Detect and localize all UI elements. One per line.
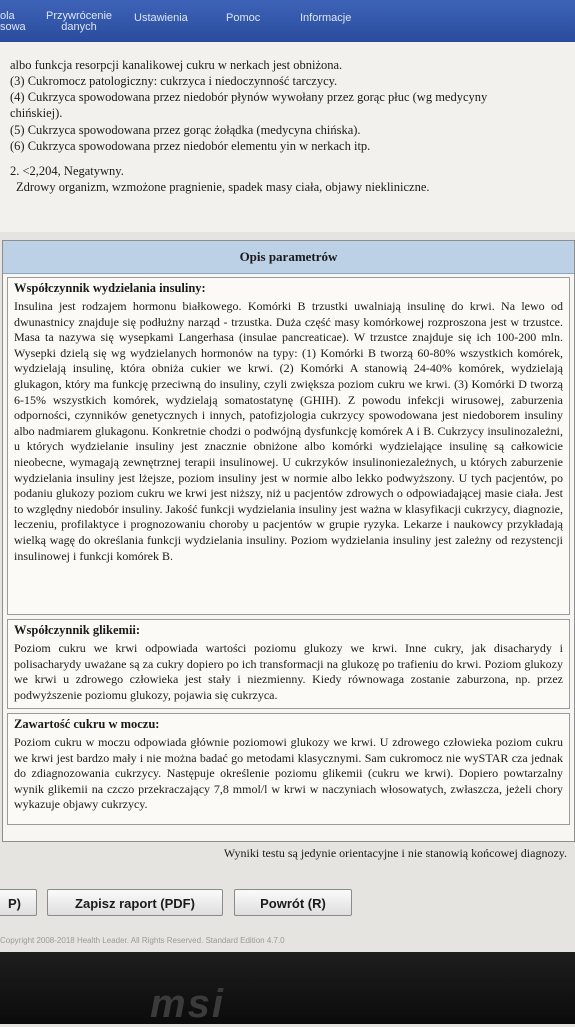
section-text: Insulina jest rodzajem hormonu białkowego. Komórki B trzustki uwalniają insulinę do krwi. Na lewo od dwunastnicy znajduje się podłużny narząd - trzustka. Duża część masy komórkowej rozproszona jest w trzustce. Masa ta nazywa się wysepkami Langerhasa (insulae pancreaticae). W trzustce znajduje się ich 100-200 mln. Wysepki dzielą się wg wydzielanych hormonów na typy: (1) Komórki B tworzą 60-80% wszystkich komórek, wydzielają insulinę, która obniża cukier we krwi. (2) Komórki A stanowią 24-40% komórek, wydzielają glukagon, który ma funkcję przeciwną do insuliny, czyli zwiększa poziom cukru we krwi. (3) Komórki D tworzą 6-15% wszystkich komórek, wydzielają somatostatynę (GHIH). Z powodu infekcji wirusowej, zaburzenia odporności, czynników genetycznych i innych, patofizjologia cukrzycy spowodowana jest niedoborem insuliny albo nadmiarem glukagonu. Konkretnie chodzi o podwójną dysfunkcję komórek A i B. Cukrzycy insulinozależni, u których wydzielanie insuliny jest znacznie obniżone albo komórki wydzielające insulinę są całkowicie nieobecne, wymagają zewnętrznej terapii insulinowej. U cukrzyków insulinoniezależnych, u których zaburzenie wydzielania insuliny jest lżejsze, poziom insuliny jest w normie albo lekko podwyższony. U tych pacjentów, po podaniu glukozy poziom cukru we krwi jest niższy, niż u pacjentów zdrowych o odpowiadającej masie ciała. Jest to względny niedobór insuliny. Jakość funkcji wydzielania insuliny jest ważna w klasyfikacji cukrzycy, diagnozie, leczeniu, profilaktyce i prognozowaniu choroby u pacjentów w grupie ryzyka. Lekarze i naukowcy przykładają wielką wagę do określania funkcji wydzielania insuliny. Poziom wydzielania insuliny jest zależny od rezystencji insulinowej i funkcji komórek B.: [14, 299, 563, 563]
section-glycemia: [7, 619, 570, 709]
result-line: (3) Cukromocz patologiczny: cukrzyca i niedoczynność tarczycy.: [10, 74, 338, 88]
section-title: Współczynnik glikemii:: [14, 623, 141, 637]
top-nav: [0, 0, 575, 42]
panel-title: Opis parametrów: [3, 241, 574, 274]
nav-item-restore-data[interactable]: [46, 11, 112, 33]
result-line: (6) Cukrzyca spowodowana przez niedobór elementu yin w nerkach itp.: [10, 139, 371, 153]
section-text: Poziom cukru we krwi odpowiada wartości poziomu glukozy we krwi. Inne cukry, jak disacharydy i polisacharydy uważane są za cukry dopiero po ich transformacji na glukozę po trafieniu do krwi. Poziom glukozy we krwi u zdrowego człowieka jest stały i niezmienny. Kiedy równowaga zostanie zaburzona, np. przez podwyższenie poziomu glukozy, pojawia się cukrzyca.: [14, 641, 563, 702]
nav-item-info[interactable]: Informacje: [300, 12, 352, 24]
brand-logo: msi: [150, 982, 225, 1026]
save-pdf-button[interactable]: Zapisz raport (PDF): [47, 889, 223, 916]
nav-item-restore-line2: danych: [61, 21, 97, 33]
section-insulin: [7, 277, 570, 615]
parameters-panel: [2, 240, 575, 842]
monitor-bezel: [0, 952, 575, 1024]
section-title: Współczynnik wydzielania insuliny:: [14, 281, 206, 295]
section-urine-sugar: [7, 713, 570, 825]
result-line: Zdrowy organizm, wzmożone pragnienie, spadek masy ciała, objawy niekliniczne.: [16, 180, 430, 194]
result-line: (5) Cukrzyca spowodowana przez gorąc żołądka (medycyna chińska).: [10, 123, 361, 137]
nav-item-partial-line1: ola: [0, 10, 15, 22]
section-title: Zawartość cukru w moczu:: [14, 717, 160, 731]
nav-item-partial-line2: sowa: [0, 21, 26, 33]
result-line: (4) Cukrzyca spowodowana przez niedobór płynów wywołany przez gorąc płuc (wg medycyny: [10, 90, 488, 104]
result-line: chińskiej).: [10, 106, 63, 120]
nav-item-settings[interactable]: Ustawienia: [134, 12, 188, 24]
copyright-text: Copyright 2008-2018 Health Leader. All Rights Reserved. Standard Edition 4.7.0: [0, 936, 285, 945]
nav-item-help[interactable]: Pomoc: [226, 12, 261, 24]
previous-results-text: [0, 42, 575, 232]
nav-item-restore-line1: Przywrócenie: [46, 10, 113, 22]
button-bar: [0, 878, 575, 933]
section-text: Poziom cukru w moczu odpowiada głównie poziomowi glukozy we krwi. U zdrowego człowieka poziom cukru we krwi jest bardzo mały i nie można badać go metodami klasycznymi. Sam cukromocz nie wySTAR cza jednak do zdiagnozowania cukrzycy. Następuje określenie poziomu glikemii (cukru we krwi). Dopiero powtarzalny wynik glikemii na czczo przekraczający 7,8 mmol/l w krwi w naczyniach włosowatych, zwłaszcza, jeżeli chory wykazuje objawy cukrzycy.: [14, 735, 563, 812]
nav-item-partial[interactable]: [0, 11, 26, 33]
back-button[interactable]: Powrót (R): [234, 889, 352, 916]
print-button[interactable]: P): [0, 889, 37, 916]
result-line: 2. <2,204, Negatywny.: [10, 164, 124, 178]
result-line: albo funkcja resorpcji kanalikowej cukru w nerkach jest obniżona.: [10, 58, 343, 72]
disclaimer-text: Wyniki testu są jedynie orientacyjne i nie stanowią końcowej diagnozy.: [223, 846, 567, 860]
